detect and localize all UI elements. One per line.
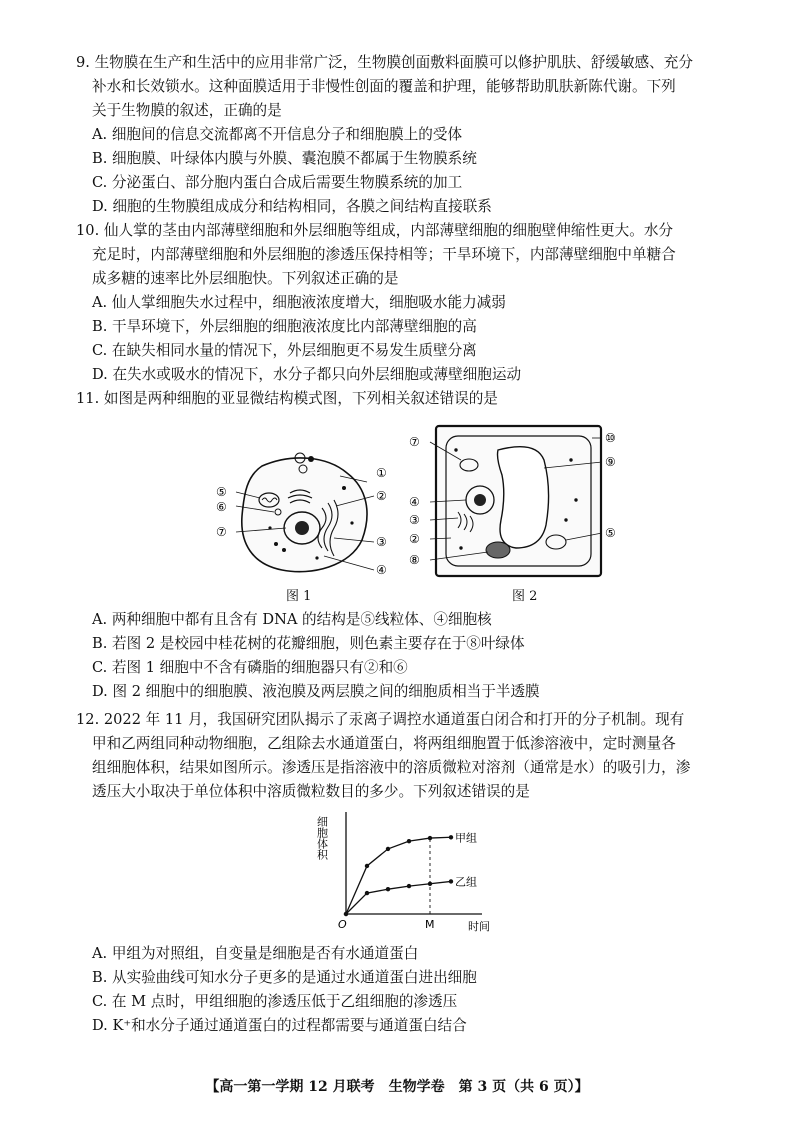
fig1-label-7: ⑦ <box>216 525 227 539</box>
q12-stem-line2: 甲和乙两组同种动物细胞，乙组除去水通道蛋白，将两组细胞置于低渗溶液中，定时测量各 <box>92 735 676 752</box>
series-1-point <box>365 891 369 895</box>
series-0-point <box>407 839 411 843</box>
series-1-point <box>449 879 453 883</box>
q12-stem-line1: 12. 2022 年 11 月，我国研究团队揭示了汞离子调控水通道蛋白闭合和打开的分子机制。现有 <box>76 711 685 728</box>
fig1-label-5: ⑤ <box>216 485 227 499</box>
fig1-label-4: ④ <box>376 563 387 577</box>
figure1-animal-cell <box>212 448 402 583</box>
page-footer: 【高一第一学期 12 月联考 生物学卷 第 3 页（共 6 页）】 <box>205 1079 589 1095</box>
fig1-label-2: ② <box>376 489 387 503</box>
q10-option-b: B. 干旱环境下，外层细胞的细胞液浓度比内部薄壁细胞的高 <box>92 318 477 335</box>
q12-option-b: B. 从实验曲线可知水分子更多的是通过水通道蛋白进出细胞 <box>92 969 477 986</box>
q10-stem-line1: 10. 仙人掌的茎由内部薄壁细胞和外层细胞等组成，内部薄壁细胞的细胞壁伸缩性更大。水分 <box>76 222 674 239</box>
q10-stem-line3: 成多糖的速率比外层细胞快。下列叙述正确的是 <box>92 270 399 287</box>
series-layer <box>344 831 477 916</box>
q9-stem-line1: 9. 生物膜在生产和生活中的应用非常广泛，生物膜创面敷料面膜可以修护肌肤、舒缓敏感、充分 <box>76 54 693 71</box>
series-0-point <box>449 835 453 839</box>
y-axis-label: 细胞体积 <box>315 816 329 860</box>
fig1-label-6: ⑥ <box>216 500 227 514</box>
q9-stem-line3: 关于生物膜的叙述，正确的是 <box>92 102 282 119</box>
fig2-label-10: ⑩ <box>605 431 616 445</box>
q10-option-a: A. 仙人掌细胞失水过程中，细胞液浓度增大，细胞吸水能力减弱 <box>92 294 506 311</box>
series-label-0: 甲组 <box>455 831 477 845</box>
series-1-point <box>407 884 411 888</box>
q12-stem-line3: 组细胞体积，结果如图所示。渗透压是指溶液中的溶质微粒对溶剂（通常是水）的吸引力，渗 <box>92 759 691 776</box>
cell-volume-chart <box>310 808 510 938</box>
origin-label: O <box>338 918 347 931</box>
q11-option-a: A. 两种细胞中都有且含有 DNA 的结构是⑤线粒体、④细胞核 <box>92 611 492 628</box>
q9-option-c: C. 分泌蛋白、部分胞内蛋白合成后需要生物膜系统的加工 <box>92 174 463 191</box>
figure1-caption: 图 1 <box>286 589 312 604</box>
fig1-label-3: ③ <box>376 535 387 549</box>
q9-option-b: B. 细胞膜、叶绿体内膜与外膜、囊泡膜不都属于生物膜系统 <box>92 150 477 167</box>
q9-option-a: A. 细胞间的信息交流都离不开信息分子和细胞膜上的受体 <box>92 126 463 143</box>
series-0-point <box>386 847 390 851</box>
q11-option-d: D. 图 2 细胞中的细胞膜、液泡膜及两层膜之间的细胞质相当于半透膜 <box>92 683 540 700</box>
fig2-label-7: ⑦ <box>409 435 420 449</box>
fig2-label-3: ③ <box>409 513 420 527</box>
q9-stem-line2: 补水和长效锁水。这种面膜适用于非慢性创面的覆盖和护理，能够帮助肌肤新陈代谢。下列 <box>92 78 676 95</box>
figure2-caption: 图 2 <box>512 589 538 604</box>
series-line-1 <box>346 881 451 914</box>
series-label-1: 乙组 <box>455 875 477 889</box>
fig2-label-8: ⑧ <box>409 553 420 567</box>
q10-option-d: D. 在失水或吸水的情况下，水分子都只向外层细胞或薄壁细胞运动 <box>92 366 522 383</box>
series-1-point <box>386 887 390 891</box>
fig2-label-4: ④ <box>409 495 420 509</box>
q10-option-c: C. 在缺失相同水量的情况下，外层细胞更不易发生质壁分离 <box>92 342 477 359</box>
q11-option-c: C. 若图 1 细胞中不含有磷脂的细胞器只有②和⑥ <box>92 659 408 676</box>
q11-stem: 11. 如图是两种细胞的亚显微结构模式图，下列相关叙述错误的是 <box>76 390 498 407</box>
series-1-point <box>428 882 432 886</box>
x-axis-label: 时间 <box>468 920 490 933</box>
q12-option-d: D. K⁺和水分子通过通道蛋白的过程都需要与通道蛋白结合 <box>92 1017 467 1034</box>
series-line-0 <box>346 837 451 914</box>
series-0-point <box>365 864 369 868</box>
x-tick-m: M <box>425 918 435 931</box>
q10-stem-line2: 充足时，内部薄壁细胞和外层细胞的渗透压保持相等；干旱环境下，内部薄壁细胞中单糖合 <box>92 246 676 263</box>
fig1-label-1: ① <box>376 466 387 480</box>
fig2-label-2: ② <box>409 532 420 546</box>
q12-option-a: A. 甲组为对照组，自变量是细胞是否有水通道蛋白 <box>92 945 419 962</box>
fig2-label-9: ⑨ <box>605 455 616 469</box>
fig2-label-5: ⑤ <box>605 526 616 540</box>
q12-option-c: C. 在 M 点时，甲组细胞的渗透压低于乙组细胞的渗透压 <box>92 993 458 1010</box>
series-1-point <box>344 912 348 916</box>
q9-option-d: D. 细胞的生物膜组成成分和结构相同，各膜之间结构直接联系 <box>92 198 492 215</box>
figure2-plant-cell <box>406 420 636 590</box>
q12-stem-line4: 透压大小取决于单位体积中溶质微粒数目的多少。下列叙述错误的是 <box>92 783 530 800</box>
series-0-point <box>428 836 432 840</box>
q11-option-b: B. 若图 2 是校园中桂花树的花瓣细胞，则色素主要存在于⑧叶绿体 <box>92 635 525 652</box>
